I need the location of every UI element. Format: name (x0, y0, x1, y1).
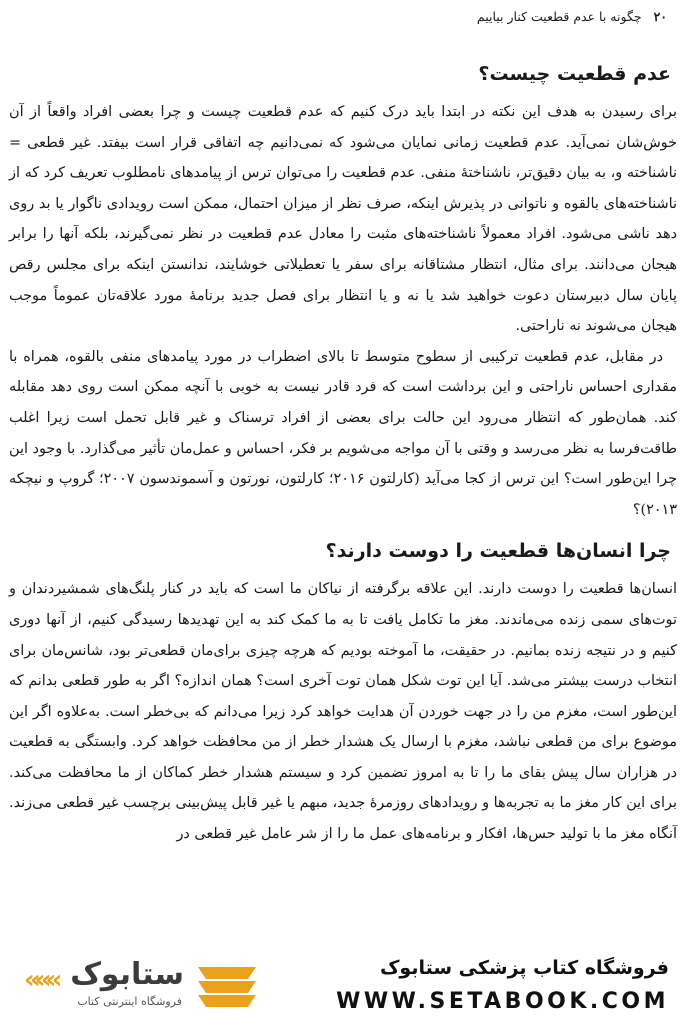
paragraph: انسان‌ها قطعیت را دوست دارند. این علاقه برگرفته از نیاکان ما است که باید در کنار پلنگ‌های شمشیردندان و توت‌های سمی زنده می‌ماندند. مغز ما تکامل یافت تا به ما کمک کند به این تهدیدها رسیدگی کنیم، از آنها دوری کنیم و در نتیجه زنده بمانیم. در حقیقت، ما آموخته بودیم که هرچه چیزی برای‌مان قطعی‌تر بود، شانس‌مان برای انتخاب درست بیشتر می‌شد. آیا این توت شکل همان توت آخری است؟ همان اندازه؟ اگر به طور قطعی بدانم که این‌طور است، مغزم من را در جهت خوردن آن هدایت خواهد کرد زیرا می‌دانم که بی‌خطر است. به‌علاوه اگر این موضوع برای من قطعی نباشد، مغزم با ارسال یک هشدار خطر از من محافظت خواهد کرد. وابستگی به قطعیت در هزاران سال پیش بقای ما را تا به امروز تضمین کرد و سیستم هشدار خطر کماکان از ما محافظت می‌کند. برای این کار مغز ما به تجربه‌ها و رویدادهای روزمرهٔ جدید، مبهم یا غیر قابل پیش‌بینی برچسب غیر قطعی می‌زند. آنگاه مغز ما با تولید حس‌ها، افکار و برنامه‌های عمل ما را از شر عامل غیر قطعی در (9, 581, 677, 843)
logo-brand: ستابوک (70, 957, 184, 992)
running-title: چگونه با عدم قطعیت کنار بیاییم (476, 9, 642, 24)
running-header (477, 9, 667, 24)
paragraph: در مقابل، عدم قطعیت ترکیبی از سطوح متوسط تا بالای اضطراب در مورد پیامدهای منفی بالقوه، همراه با مقداری احساس ناراحتی و این برداشت است که فرد قادر نیست به خوبی با آنچه ممکن است روی دهد مقابله کند. همان‌طور که انتظار می‌رود این حالت برای بعضی از افراد ترسناک و غیر قابل تحمل است زیرا اغلب طاقت‌فرسا به نظر می‌رسد و وقتی با آن مواجه می‌شویم بر فکر، احساس و عمل‌مان تأثیر می‌گذارد. با وجود این چرا این‌طور است؟ این ترس از کجا می‌آید (کارلتون ۲۰۱۶؛ کارلتون، نورتون و آسموندسون ۲۰۰۷؛ گروپ و نیچکه ۲۰۱۳)؟ (9, 348, 678, 518)
page-content (9, 58, 677, 850)
page-number: ۲۰ (653, 9, 667, 24)
chevrons-icon: ««« (24, 965, 57, 995)
shop-name: فروشگاه کتاب پزشکی ستابوک (379, 957, 669, 979)
logo-wordmark (24, 957, 184, 1013)
setabook-logo (24, 959, 264, 1015)
paragraph: برای رسیدن به هدف این نکته در ابتدا باید درک کنیم که عدم قطعیت چیست و چرا بعضی افراد واقعاً از آن خوش‌شان نمی‌آید. عدم قطعیت زمانی نمایان می‌شود که نمی‌دانیم چه اتفاقی قرار است بیفتد. غیر قطعی = ناشناخته و، به بیان دقیق‌تر، ناشناختهٔ منفی. عدم قطعیت را می‌توان ترس از پیامدهای نامطلوب تعریف کرد که از ناشناخته‌های بالقوه و ناتوانی در پذیرش اینکه، صرف نظر از میزان احتمال، ممکن است رویدادی ناگوار یا بد روی دهد ناشی می‌شود. افراد معمولاً ناشناخته‌های مثبت را معادل عدم قطعیت در نظر نمی‌گیرند، بلکه آنها را برابر هیجان می‌دانند. برای مثال، انتظار مشتاقانه برای سفر یا تعطیلاتی خوشایند، ندانستن اینکه برای مجلس رقص پایان سال دبیرستان دعوت خواهید شد یا نه و یا انتظار برای فصل جدید برنامهٔ مورد علاقه‌تان عموماً موجب هیجان می‌شوند نه ناراحتی. (9, 104, 677, 335)
section-heading-why-humans-like-certainty: چرا انسان‌ها قطعیت را دوست دارند؟ (325, 540, 671, 563)
publisher-footer (0, 945, 685, 1023)
logo-tagline: فروشگاه اینترنتی کتاب (77, 995, 182, 1008)
section-heading-what-is-uncertainty: عدم قطعیت چیست؟ (478, 63, 671, 85)
book-stack-icon (192, 959, 262, 1013)
page-bottom-fade (0, 875, 685, 945)
website-url[interactable]: WWW.SETABOOK.COM (336, 989, 669, 1014)
